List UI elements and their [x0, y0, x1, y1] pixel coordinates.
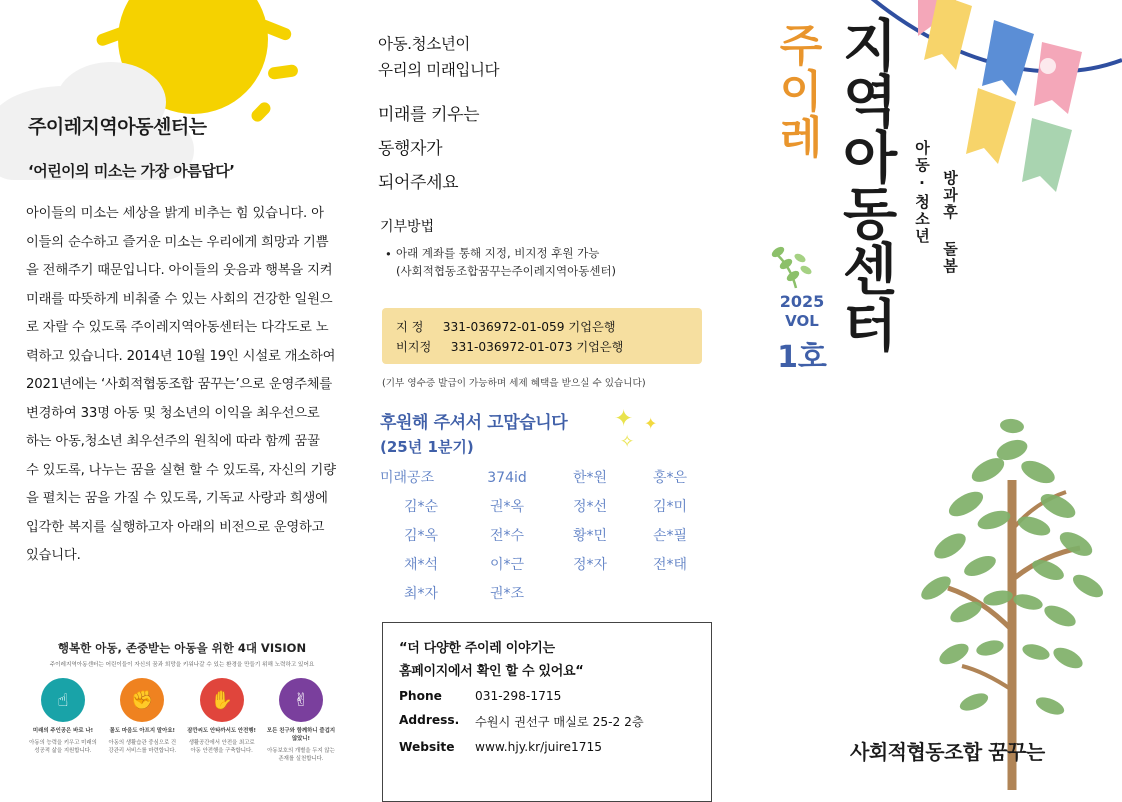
contact-row-website — [399, 740, 695, 754]
vision-description: 주이레지역아동센터는 어린이들이 자신의 꿈과 희망을 키워나갈 수 있는 환경을 만들기 위해 노력하고 있어요 — [49, 662, 315, 668]
star-icon: ✦ — [614, 406, 634, 432]
footer-brand: 사회적협동조합 꿈꾸는 — [850, 740, 1045, 764]
donation-bullet-line1: 아래 계좌를 통해 지정, 비지정 후원 가능 — [396, 246, 600, 260]
contact-row-phone — [399, 689, 695, 703]
list-item: 김*순 — [403, 499, 439, 515]
contact-key: Phone — [399, 689, 442, 703]
brand-name-main: 지역아동센터 — [833, 16, 898, 352]
list-item: 김*옥 — [403, 528, 439, 544]
tagline-1: 아동·청소년 — [913, 140, 931, 245]
list-item: 이*근 — [489, 557, 525, 573]
tree-illustration — [862, 330, 1122, 790]
sun-ray-icon — [249, 100, 273, 124]
contact-value[interactable]: www.hjy.kr/juire1715 — [475, 740, 603, 754]
list-item: 정*선 — [572, 499, 608, 515]
list-item: 권*조 — [489, 586, 525, 602]
lead-line-2: 우리의 미래입니다 — [378, 61, 500, 79]
contact-quote-line1: “더 다양한 주이레 이야기는 — [399, 641, 555, 656]
lead-line-5: 되어주세요 — [378, 173, 459, 193]
list-item: 김*미 — [652, 499, 688, 515]
account-label: 비지정 — [396, 340, 432, 354]
list-item: 미래공조 — [380, 470, 435, 486]
hand-fist-icon: ✊ — [120, 678, 164, 722]
vision-title: 행복한 아동, 존중받는 아동을 위한 4대 VISION — [57, 641, 307, 655]
volume-year: 2025 — [779, 292, 825, 311]
volume-label: VOL — [785, 312, 819, 330]
star-icon: ✧ — [620, 432, 635, 452]
list-item: 전*수 — [489, 528, 525, 544]
contact-value: 031-298-1715 — [475, 689, 562, 703]
list-item: 채*석 — [403, 557, 439, 573]
vision-item-sub: 아동의 능력을 키우고 미래의 성공적 삶을 지원합니다. — [29, 740, 97, 754]
contact-value: 수원시 권선구 매실로 25-2 2층 — [475, 715, 644, 729]
brand-name-orange: 주이레 — [771, 22, 822, 160]
sun-ray-icon — [267, 64, 298, 80]
donor-list — [378, 464, 718, 609]
vision-item-head: 모든 친구와 함께하니 즐겁지 않았니! — [266, 728, 336, 742]
contact-key: Address. — [399, 713, 460, 727]
vision-item — [266, 678, 336, 763]
right-column — [742, 0, 1122, 794]
vision-block — [28, 640, 336, 763]
vision-item-head: 미래의 주인공은 바로 나! — [32, 728, 94, 734]
vision-item — [107, 678, 177, 763]
hand-two-icon: ✌ — [279, 678, 323, 722]
left-subheading: ‘어린이의 미소는 가장 아름답다’ — [28, 162, 235, 180]
list-item: 홍*은 — [652, 470, 688, 486]
list-item — [550, 580, 630, 609]
donation-bullet-line2: (사회적협동조합꿈꾸는주이레지역아동센터) — [396, 264, 617, 278]
donation-bullet — [382, 244, 616, 280]
middle-column — [352, 0, 742, 794]
list-item — [630, 580, 710, 609]
vision-item-sub: 생활공간에서 안전을 최고로 아동 안전행을 구축합니다. — [188, 740, 255, 754]
vision-items — [28, 678, 336, 763]
left-column — [0, 0, 352, 794]
star-icon: ✦ — [644, 414, 658, 433]
hand-open-icon: ✋ — [200, 678, 244, 722]
list-item: 손*필 — [652, 528, 688, 544]
account-label: 지 정 — [396, 320, 424, 334]
tagline-2: 방과후 돌봄 — [941, 170, 959, 275]
account-row — [396, 337, 688, 357]
lead-line-1: 아동.청소년이 — [378, 35, 470, 53]
account-box — [382, 308, 702, 364]
volume-block — [772, 292, 832, 376]
vision-item — [28, 678, 98, 763]
list-item: 한*원 — [572, 470, 608, 486]
tax-receipt-note: (기부 영수증 발급이 가능하며 세제 혜택을 받으실 수 있습니다) — [382, 378, 646, 389]
list-item: 전*태 — [652, 557, 688, 573]
left-body-text: 아이들의 미소는 세상을 밝게 비추는 힘 있습니다. 아이들의 순수하고 즐거운 미소는 우리에게 희망과 기쁨을 전해주기 때문입니다. 아이들의 웃음과 행복을 지켜 미래를 따뜻하게 비춰줄 수 있는 사회의 건강한 일원으로 자랄 수 있도록 주이레지역아동센터는 다각도로 노력하고 있습니다. 2014년 10월 19인 시설로 개소하여 2021년에는 ‘사회적협동조합 꿈꾸는’으로 운영주체를 변경하여 33명 아동 및 청소년의 이익을 최우선으로 하는 아동,청소년 최우선주의 원칙에 따라 함께 꿈꿀 수 있도록, 나누는 꿈을 실현 할 수 있도록, 자신의 기량을 펼치는 꿈을 가질 수 있도록, 기독교 사랑과 희생에 입각한 복지를 실행하고자 아래의 비전으로 운영하고 있습니다. — [26, 206, 336, 563]
contact-row-address — [399, 713, 695, 730]
lead-line-4: 동행자가 — [378, 139, 443, 159]
account-number: 331-036972-01-073 기업은행 — [450, 340, 624, 354]
account-number: 331-036972-01-059 기업은행 — [442, 320, 616, 334]
sprout-icon — [766, 236, 826, 296]
contact-quote-line2: 홈페이지에서 확인 할 수 있어요“ — [399, 664, 584, 679]
list-item: 황*민 — [572, 528, 608, 544]
bullet-dot-icon: • — [385, 247, 392, 261]
list-item: 최*자 — [403, 586, 439, 602]
account-row — [396, 317, 688, 337]
contact-key: Website — [399, 740, 455, 754]
vision-item-sub: 아동보호의 개별을 두지 않는 존재를 실천합니다. — [267, 748, 335, 762]
left-heading: 주이레지역아동센터는 — [28, 116, 207, 138]
list-item: 권*옥 — [489, 499, 525, 515]
thanks-heading: 후원해 주셔서 고맙습니다 — [380, 413, 568, 433]
thanks-period: (25년 1분기) — [380, 438, 474, 456]
volume-number: 1호 — [777, 340, 827, 375]
list-item: 374id — [487, 470, 527, 486]
contact-box — [382, 622, 712, 802]
hand-one-icon: ☝ — [41, 678, 85, 722]
vision-item-sub: 아동의 생활습관 중심으로 건강관리 서비스를 마련합니다. — [108, 740, 177, 754]
list-item: 정*자 — [572, 557, 608, 573]
vision-item-head: 몰도 마음도 아프지 말아요! — [109, 728, 176, 734]
vision-item-head: 잠깐씨도 안타까서도 안전행! — [187, 728, 256, 734]
vision-item — [187, 678, 257, 763]
lead-line-3: 미래를 키우는 — [378, 105, 480, 125]
donation-method-heading: 기부방법 — [380, 219, 435, 235]
